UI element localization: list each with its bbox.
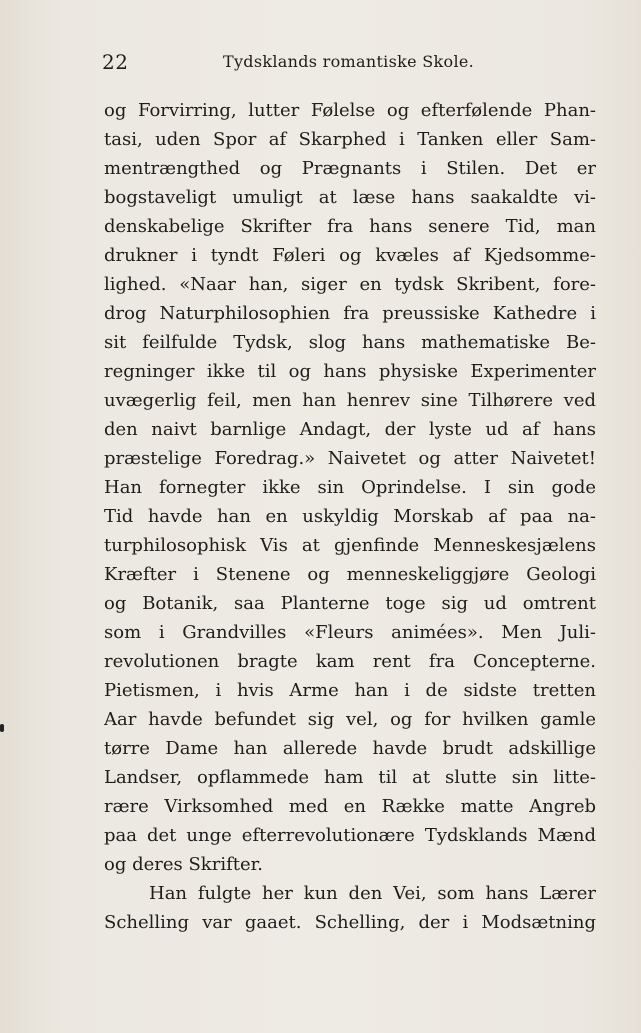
text-line: drukner i tyndt Føleri og kvæles af Kjedsomme-: [104, 245, 596, 266]
text-line: den naivt barnlige Andagt, der lyste ud af hans: [104, 419, 596, 440]
page-number: 22: [102, 50, 129, 74]
text-line: mentrængthed og Prægnants i Stilen. Det er: [104, 158, 596, 179]
text-line: præstelige Foredrag.» Naivetet og atter Naivetet!: [104, 448, 596, 469]
text-line: Landser, opflammede ham til at slutte sin litte-: [104, 767, 596, 788]
text-line: bogstaveligt umuligt at læse hans saakaldte vi-: [104, 187, 596, 208]
text-line: turphilosophisk Vis at gjenfinde Menneskesjælens: [104, 535, 596, 556]
text-line: sit feilfulde Tydsk, slog hans mathematiske Be-: [104, 332, 596, 353]
text-line: regninger ikke til og hans physiske Experimenter: [104, 361, 596, 382]
text-line: og Botanik, saa Planterne toge sig ud omtrent: [104, 593, 596, 614]
text-line: og Forvirring, lutter Følelse og efterfølende Phan-: [104, 100, 596, 121]
text-line: revolutionen bragte kam rent fra Concepterne.: [104, 651, 596, 672]
text-line: paa det unge efterrevolutionære Tydsklands Mænd: [104, 825, 596, 846]
text-line: tasi, uden Spor af Skarphed i Tanken eller Sam-: [104, 129, 596, 150]
text-line: Han fornegter ikke sin Oprindelse. I sin gode: [104, 477, 596, 498]
text-line: Aar havde befundet sig vel, og for hvilken gamle: [104, 709, 596, 730]
text-line: Tid havde han en uskyldig Morskab af paa na-: [104, 506, 596, 527]
text-line: som i Grandvilles «Fleurs animées». Men Juli-: [104, 622, 596, 643]
text-line: uvægerlig feil, men han henrev sine Tilhørere ved: [104, 390, 596, 411]
page-header: [102, 50, 595, 76]
text-line: Pietismen, i hvis Arme han i de sidste tretten: [104, 680, 596, 701]
body-text: [104, 96, 596, 937]
text-line: rære Virksomhed med en Række matte Angreb: [104, 796, 596, 817]
text-line: Kræfter i Stenene og menneskeliggjøre Geologi: [104, 564, 596, 585]
text-line: tørre Dame han allerede havde brudt adskillige: [104, 738, 596, 759]
paragraph-start-line: Han fulgte her kun den Vei, som hans Lærer: [149, 883, 596, 904]
margin-ink-mark: [0, 724, 4, 732]
paragraph-end-line: og deres Skrifter.: [104, 854, 263, 875]
text-line: Schelling var gaaet. Schelling, der i Modsætning: [104, 912, 596, 933]
text-line: denskabelige Skrifter fra hans senere Tid, man: [104, 216, 596, 237]
text-line: drog Naturphilosophien fra preussiske Kathedre i: [104, 303, 596, 324]
text-line: lighed. «Naar han, siger en tydsk Skribent, fore-: [104, 274, 596, 295]
running-title: Tydsklands romantiske Skole.: [223, 52, 475, 71]
